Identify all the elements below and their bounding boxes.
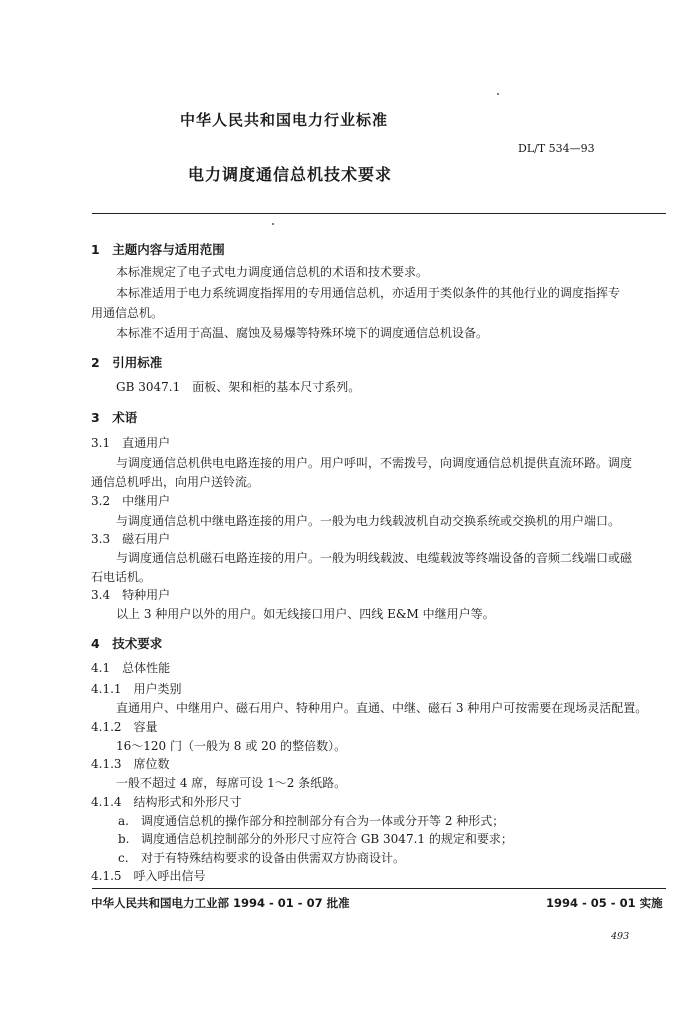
scan-speck bbox=[497, 93, 499, 95]
clause-heading: 3.1 直通用户 bbox=[91, 436, 171, 450]
clause-heading: 4.1.2 容量 bbox=[91, 720, 158, 734]
clause-heading: 3.2 中继用户 bbox=[91, 494, 171, 508]
list-item-label: a. bbox=[118, 814, 129, 828]
list-item: 对于有特殊结构要求的设备由供需双方协商设计。 bbox=[141, 851, 406, 865]
scan-speck bbox=[272, 223, 274, 225]
paragraph: 16～120 门（一般为 8 或 20 的整倍数）。 bbox=[116, 739, 347, 753]
approval-note: 中华人民共和国电力工业部 1994 - 01 - 07 批准 bbox=[91, 896, 350, 910]
clause-heading: 3.3 磁石用户 bbox=[91, 532, 171, 546]
section-1-heading: 1 主题内容与适用范围 bbox=[91, 242, 225, 257]
paragraph: GB 3047.1 面板、架和柜的基本尺寸系列。 bbox=[116, 380, 361, 394]
clause-heading: 4.1.1 用户类别 bbox=[91, 682, 182, 696]
section-2-heading: 2 引用标准 bbox=[91, 355, 163, 370]
section-4-heading: 4 技术要求 bbox=[91, 636, 163, 651]
list-item: 调度通信总机控制部分的外形尺寸应符合 GB 3047.1 的规定和要求； bbox=[141, 832, 513, 846]
header-divider bbox=[92, 213, 666, 214]
section-3-heading: 3 术语 bbox=[91, 410, 138, 425]
clause-heading: 4.1 总体性能 bbox=[91, 661, 171, 675]
paragraph: 与调度通信总机供电电路连接的用户。用户呼叫，不需拨号，向调度通信总机提供直流环路。调度 bbox=[116, 456, 633, 470]
paragraph: 本标准适用于电力系统调度指挥用的专用通信总机，亦适用于类似条件的其他行业的调度指挥专 bbox=[116, 286, 621, 300]
clause-heading: 4.1.5 呼入呼出信号 bbox=[91, 869, 206, 883]
paragraph: 一般不超过 4 席，每席可设 1～2 条纸路。 bbox=[116, 776, 347, 790]
paragraph: 以上 3 种用户以外的用户。如无线接口用户、四线 E&M 中继用户等。 bbox=[116, 607, 495, 621]
paragraph: 用通信总机。 bbox=[91, 306, 164, 320]
paragraph: 直通用户、中继用户、磁石用户、特种用户。直通、中继、磁石 3 种用户可按需要在现场灵活配置。 bbox=[116, 701, 648, 715]
document-title: 电力调度通信总机技术要求 bbox=[188, 165, 393, 184]
issuing-body: 中华人民共和国电力行业标准 bbox=[180, 111, 389, 129]
list-item-label: b. bbox=[118, 832, 130, 846]
page-number: 493 bbox=[611, 931, 630, 942]
paragraph: 石电话机。 bbox=[91, 570, 152, 584]
implementation-date: 1994 - 05 - 01 实施 bbox=[546, 896, 663, 910]
paragraph: 本标准规定了电子式电力调度通信总机的术语和技术要求。 bbox=[116, 265, 429, 279]
footer-divider bbox=[92, 888, 666, 889]
standard-code: DL/T 534—93 bbox=[518, 142, 595, 155]
paragraph: 通信总机呼出，向用户送铃流。 bbox=[91, 475, 260, 489]
paragraph: 本标准不适用于高温、腐蚀及易爆等特殊环境下的调度通信总机设备。 bbox=[116, 326, 489, 340]
clause-heading: 4.1.4 结构形式和外形尺寸 bbox=[91, 795, 242, 809]
clause-heading: 3.4 特种用户 bbox=[91, 588, 171, 602]
list-item: 调度通信总机的操作部分和控制部分有合为一体或分开等 2 种形式； bbox=[141, 814, 505, 828]
paragraph: 与调度通信总机磁石电路连接的用户。一般为明线载波、电缆载波等终端设备的音频二线端口或磁 bbox=[116, 551, 633, 565]
list-item-label: c. bbox=[118, 851, 129, 865]
clause-heading: 4.1.3 席位数 bbox=[91, 757, 170, 771]
paragraph: 与调度通信总机中继电路连接的用户。一般为电力线载波机自动交换系统或交换机的用户端口。 bbox=[116, 514, 621, 528]
